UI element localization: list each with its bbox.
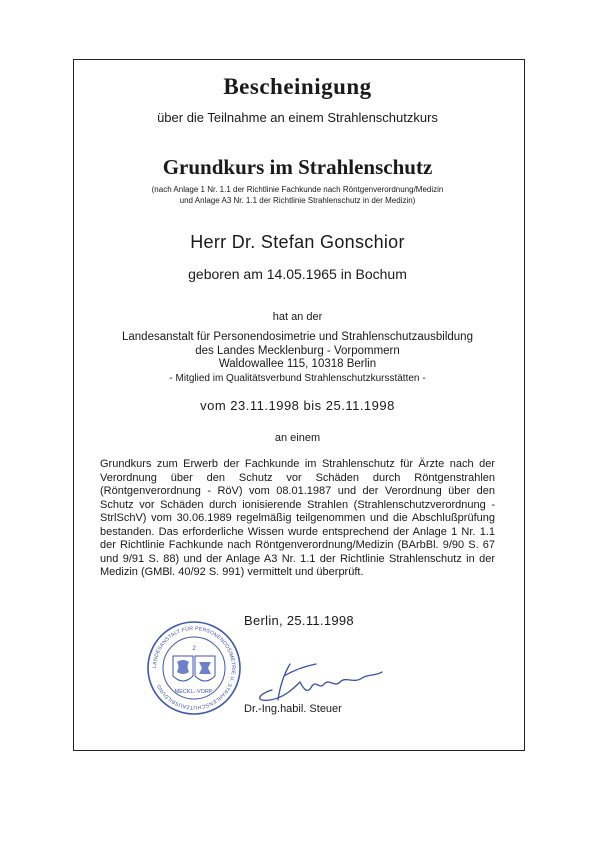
seal-ring-text: LANDESANSTALT FÜR PERSONENDOSIMETRIE U. STRAHLENSCHUTZAUSBILDUNG bbox=[151, 625, 237, 711]
seal-bottom-text: MECKL.-VORP. bbox=[174, 689, 214, 695]
course-title: Grundkurs im Strahlenschutz bbox=[162, 155, 433, 179]
birth-info: geboren am 14.05.1965 in Bochum bbox=[188, 266, 407, 282]
svg-text:LANDESANSTALT FÜR PERSONENDOSI bbox=[152, 625, 236, 710]
institution-line1: Landesanstalt für Personendosimetrie und Strahlenschutzausbildung bbox=[122, 331, 473, 343]
document-subtitle: über die Teilnahme an einem Strahlenschutzkurs bbox=[157, 110, 438, 125]
seal-number: 2 bbox=[192, 646, 196, 652]
signer-name: Dr.-Ing.habil. Steuer bbox=[244, 703, 342, 715]
official-seal-icon bbox=[146, 620, 242, 716]
institution-address: Waldowallee 115, 10318 Berlin bbox=[218, 358, 377, 370]
participant-name: Herr Dr. Stefan Gonschior bbox=[190, 232, 405, 252]
certificate-body-text: Grundkurs zum Erwerb der Fachkunde im Strahlenschutz für Ärzte nach der Verordnung über den Schutz vor Schäden durch Röntgenstrahlen (Röntgenverordnung - RöV) vom 08.01.1987 und der Verordnung über den Schutz vor Schäden durch ionisierende Strahlen (Strahlenschutzverordnung - StrlSchV) vom 30.06.1989 regelmäßig teilgenommen und die Abschlußprüfung bestanden. Das erforderliche Wissen wurde entsprechend der Anlage 1 Nr. 1.1 der Richtlinie Fachkunde nach Röntgenverordnung/Medizin (BArbBl. 9/90 S. 67 und 9/91 S. 88) und der Anlage A3 Nr. 1.1 der Richtlinie Strahlenschutz in der Medizin (GMBl. 40/92 S. 991) vermittelt und überprüft. bbox=[100, 458, 495, 578]
institution-line2: des Landes Mecklenburg - Vorpommern bbox=[195, 344, 400, 357]
institution-membership: - Mitglied im Qualitätsverbund Strahlenschutzkursstätten - bbox=[169, 372, 426, 384]
course-note-line1: (nach Anlage 1 Nr. 1.1 der Richtlinie Fachkunde nach Röntgenverordnung/Medizin bbox=[151, 185, 444, 194]
course-date-range: vom 23.11.1998 bis 25.11.1998 bbox=[200, 398, 395, 413]
course-note bbox=[0, 184, 595, 206]
institution-block bbox=[0, 331, 595, 385]
handwritten-signature bbox=[250, 650, 400, 710]
place-date: Berlin, 25.11.1998 bbox=[244, 613, 354, 628]
document-title: Bescheinigung bbox=[223, 74, 372, 99]
hat-an-der-text: hat an der bbox=[272, 311, 323, 323]
an-einem-text: an einem bbox=[274, 432, 321, 444]
course-note-line2: und Anlage A3 Nr. 1.1 der Richtlinie Strahlenschutz in der Medizin) bbox=[179, 196, 416, 205]
